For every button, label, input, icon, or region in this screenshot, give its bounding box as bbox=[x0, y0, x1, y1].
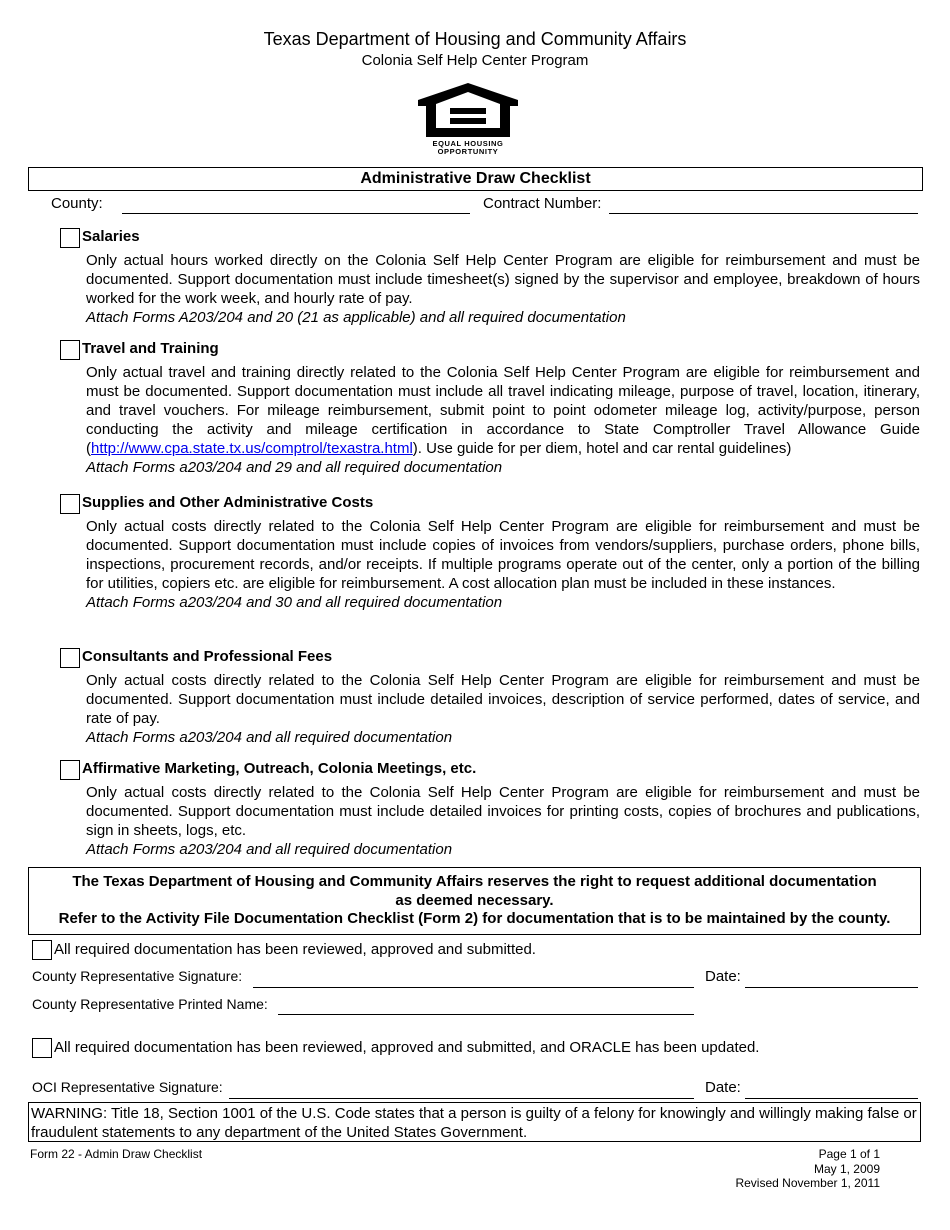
program-name: Colonia Self Help Center Program bbox=[361, 52, 589, 69]
salaries-attach: Attach Forms A203/204 and 20 (21 as applicable) and all required documentation bbox=[86, 309, 626, 326]
county-certification-checkbox[interactable] bbox=[32, 940, 52, 960]
oci-date-field[interactable] bbox=[745, 1098, 918, 1099]
affirmative-marketing-description bbox=[86, 783, 920, 859]
salaries-description bbox=[86, 251, 920, 327]
contract-number-field[interactable] bbox=[609, 213, 918, 214]
oci-date-label: Date: bbox=[705, 1079, 741, 1096]
supplies-checkbox[interactable] bbox=[60, 494, 80, 514]
county-certification-statement: All required documentation has been reviewed, approved and submitted. bbox=[54, 941, 536, 958]
county-printed-name-label: County Representative Printed Name: bbox=[32, 996, 268, 1012]
county-field[interactable] bbox=[122, 213, 470, 214]
oci-signature-field[interactable] bbox=[229, 1098, 694, 1099]
page-number: Page 1 of 1 bbox=[818, 1147, 880, 1161]
notice-line-1: The Texas Department of Housing and Community Affairs reserves the right to request additional documentation as deemed necessary. bbox=[72, 873, 877, 909]
travel-body-pre: Only actual travel and training directly related to the Colonia Self Help Center Program are eligible for reimbursement and must be documented. Support documentation must include all travel indicating mileage, purpose of travel, location, itinerary, and travel vouchers. For mileage reimbursement, submit point to point odometer mileage log, activity/purpose, person conducting the activity and mileage certification in accordance to State Comptroller Travel Allowance Guide ( bbox=[86, 364, 920, 457]
contract-number-label: Contract Number: bbox=[483, 195, 602, 212]
affirmative-marketing-attach: Attach Forms a203/204 and all required documentation bbox=[86, 841, 453, 858]
supplies-title: Supplies and Other Administrative Costs bbox=[82, 494, 374, 511]
supplies-body: Only actual costs directly related to the Colonia Self Help Center Program are eligible for reimbursement and must be documented. Support documentation must include copies of invoices from vendors/suppliers, purchase orders, phone bills, inspections, procurement records, and/or receipts. If multiple programs operate out of the center, only a portion of the billing for utilities, copiers etc. are eligible for reimbursement. A cost allocation plan must be included in these instances. bbox=[86, 518, 920, 592]
consultants-attach: Attach Forms a203/204 and all required documentation bbox=[86, 729, 453, 746]
form-date: May 1, 2009 bbox=[813, 1161, 880, 1176]
travel-training-title: Travel and Training bbox=[82, 340, 219, 357]
county-label: County: bbox=[51, 195, 103, 212]
affirmative-marketing-title: Affirmative Marketing, Outreach, Colonia Meetings, etc. bbox=[82, 760, 477, 777]
house-icon bbox=[418, 83, 518, 137]
salaries-title: Salaries bbox=[82, 228, 140, 245]
agency-name: Texas Department of Housing and Community Affairs bbox=[263, 29, 687, 49]
equal-housing-logo bbox=[417, 83, 519, 156]
revised-date: Revised November 1, 2011 bbox=[735, 1176, 880, 1190]
affirmative-marketing-checkbox[interactable] bbox=[60, 760, 80, 780]
consultants-checkbox[interactable] bbox=[60, 648, 80, 668]
county-signature-label: County Representative Signature: bbox=[32, 968, 243, 984]
county-signature-field[interactable] bbox=[253, 987, 694, 988]
consultants-description bbox=[86, 671, 920, 747]
salaries-checkbox[interactable] bbox=[60, 228, 80, 248]
consultants-body: Only actual costs directly related to the Colonia Self Help Center Program are eligible for reimbursement and must be documented. Support documentation must include detailed invoices, description of service performed, dates of service, and rate of pay. bbox=[86, 672, 920, 727]
oci-certification-checkbox[interactable] bbox=[32, 1038, 52, 1058]
oci-certification-statement: All required documentation has been reviewed, approved and submitted, and ORACLE has been updated. bbox=[54, 1039, 760, 1056]
texastra-link[interactable]: http://www.cpa.state.tx.us/comptrol/texastra.html bbox=[91, 440, 413, 457]
footer-meta bbox=[680, 1147, 880, 1191]
county-printed-name-field[interactable] bbox=[278, 1014, 694, 1015]
supplies-attach: Attach Forms a203/204 and 30 and all required documentation bbox=[86, 594, 503, 611]
travel-training-checkbox[interactable] bbox=[60, 340, 80, 360]
county-date-label: Date: bbox=[705, 968, 741, 985]
legal-warning: WARNING: Title 18, Section 1001 of the U.S. Code states that a person is guilty of a felony for knowingly and willingly making false or fraudulent statements to any department of the United States Government. bbox=[28, 1102, 921, 1142]
travel-training-description bbox=[86, 363, 920, 477]
form-title: Administrative Draw Checklist bbox=[28, 167, 923, 191]
supplies-description bbox=[86, 517, 920, 612]
county-date-field[interactable] bbox=[745, 987, 918, 988]
travel-attach: Attach Forms a203/204 and 29 and all required documentation bbox=[86, 459, 503, 476]
logo-text-2: OPPORTUNITY bbox=[437, 147, 499, 156]
salaries-body: Only actual hours worked directly on the Colonia Self Help Center Program are eligible for reimbursement and must be documented. Support documentation must include timesheet(s) signed by the supervisor and employee, breakdown of hours worked for the work week, and hourly rate of pay. bbox=[86, 252, 920, 307]
affirmative-marketing-body: Only actual costs directly related to the Colonia Self Help Center Program are eligible for reimbursement and must be documented. Support documentation must include detailed invoices for printing costs, copies of brochures and publications, sign in sheets, logs, etc. bbox=[86, 784, 920, 839]
notice-line-2: Refer to the Activity File Documentation Checklist (Form 2) for documentation that is to be maintained by the county. bbox=[58, 910, 891, 927]
oci-signature-label: OCI Representative Signature: bbox=[32, 1079, 223, 1095]
logo-text-1: EQUAL HOUSING bbox=[432, 139, 504, 148]
travel-body-post: ). Use guide for per diem, hotel and car rental guidelines) bbox=[412, 440, 792, 457]
notice-box bbox=[28, 867, 921, 935]
form-number: Form 22 - Admin Draw Checklist bbox=[30, 1147, 203, 1161]
consultants-title: Consultants and Professional Fees bbox=[82, 648, 333, 665]
